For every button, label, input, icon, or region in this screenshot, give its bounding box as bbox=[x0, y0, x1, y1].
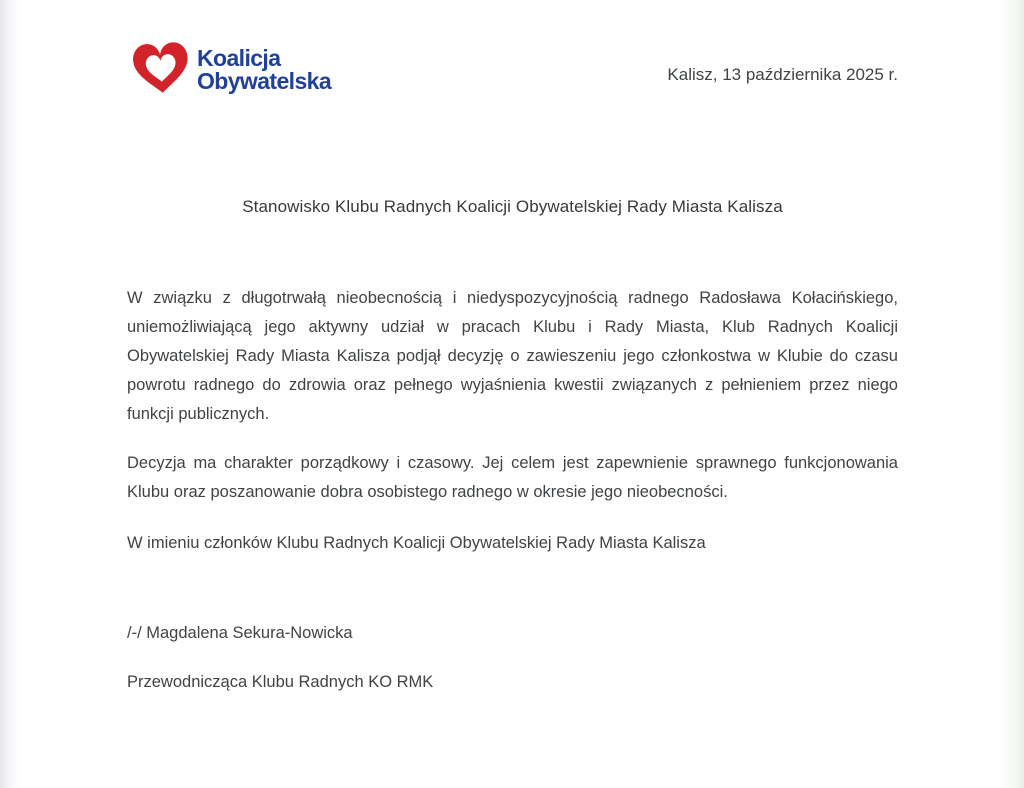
logo-text bbox=[197, 47, 331, 93]
signature-role: Przewodnicząca Klubu Radnych KO RMK bbox=[127, 673, 434, 691]
closing-line: W imieniu członków Klubu Radnych Koalicji Obywatelskiej Rady Miasta Kalisza bbox=[127, 534, 706, 552]
logo-line-2: Obywatelska bbox=[197, 68, 332, 94]
dateline: Kalisz, 13 października 2025 r. bbox=[667, 65, 898, 84]
document-header bbox=[127, 35, 898, 101]
document-title: Stanowisko Klubu Radnych Koalicji Obywatelskiej Rady Miasta Kalisza bbox=[242, 197, 783, 216]
paragraph-1: W związku z długotrwałą nieobecnością i niedyspozycyjnością radnego Radosława Kołacińskiego, uniemożliwiającą jego aktywny udział w pracach Klubu i Rady Miasta, Klub Radnych Koalicji Obywatelskiej Rady Miasta Kalisza podjął decyzję o zawieszeniu jego członkostwa w Klubie do czasu powrotu radnego do zdrowia oraz pełnego wyjaśnienia kwestii związanych z pełnieniem przez niego funkcji publicznych. bbox=[127, 289, 898, 423]
paragraph-2: Decyzja ma charakter porządkowy i czasowy. Jej celem jest zapewnienie sprawnego funkcjonowania Klubu oraz poszanowanie dobra osobistego radnego w okresie jego nieobecności. bbox=[127, 454, 898, 501]
koalicja-obywatelska-logo bbox=[127, 37, 331, 99]
signature-name: /-/ Magdalena Sekura-Nowicka bbox=[127, 624, 353, 642]
heart-icon bbox=[125, 35, 197, 102]
logo-line-1: Koalicja bbox=[197, 45, 281, 71]
